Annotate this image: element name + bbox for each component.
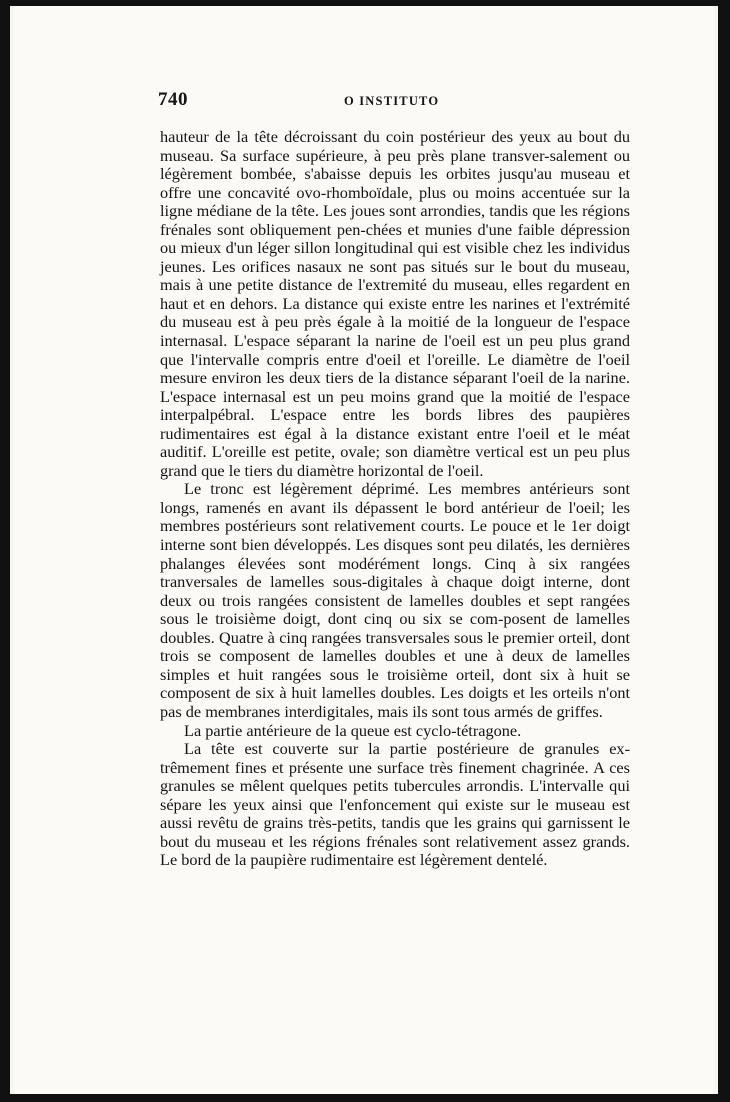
page-header [158, 89, 630, 113]
scan-border-left [0, 0, 10, 1102]
page-number: 740 [158, 89, 188, 110]
running-title: O INSTITUTO [344, 94, 440, 108]
paragraph-head-granules: La tête est couverte sur la partie postérieure de granules ex-trêmement fines et présente une surface très finement chagrinée. A ces granules se mêlent quelques petits tubercules arrondis. L'intervalle qui sépare les yeux ainsi que l'enfoncement qui existe sur le museau est aussi revêtu de grains très-petits, tandis que les grains qui garnissent le bout du museau et les régions frénales sont relativement assez grands. Le bord de la paupière rudimentaire est légèrement dentelé. [160, 739, 630, 870]
scan-border-top [0, 0, 730, 6]
paragraph-trunk-limbs: Le tronc est légèrement déprimé. Les membres antérieurs sont longs, ramenés en avant ils dépassent le bord antérieur de l'oeil; les membres postérieurs sont relativement courts. Le pouce et le 1er doigt interne sont bien développés. Les disques sont peu dilatés, les dernières phalanges élevées sont modérément longs. Cinq à six rangées tranversales de lamelles sous-digitales à chaque doigt interne, dont deux ou trois rangées consistent de lamelles doubles et sept rangées sous le troisième doigt, dont cinq ou six se com-posent de lamelles doubles. Quatre à cinq rangées transversales sous le premier orteil, dont trois se composent de lamelles doubles et une à deux de lamelles simples et huit rangées sous le troisième orteil, dont six à huit se composent de six à huit lamelles doubles. Les doigts et les orteils n'ont pas de membranes interdigitales, mais ils sont tous armés de griffes. [160, 479, 630, 721]
paragraph-tail: La partie antérieure de la queue est cyclo-tétragone. [184, 720, 522, 740]
scan-border-right [718, 0, 730, 1102]
paragraph-head-description: hauteur de la tête décroissant du coin postérieur des yeux au bout du museau. Sa surface supérieure, à peu près plane transver-salement ou légèrement bombée, s'abaisse depuis les orbites jusqu'au museau et offre une concavité ovo-rhomboïdale, plus ou moins accentuée sur la ligne médiane de la tête. Les joues sont arrondies, tandis que les régions frénales sont obliquement pen-chées et munies d'une faible dépression ou mieux d'un léger sillon longitudinal qui est visible chez les individus jeunes. Les orifices nasaux ne sont pas situés sur le bout du museau, mais à une petite distance de l'extremité du museau, elles regardent en haut et en dehors. La distance qui existe entre les narines et l'extrémité du museau est à peu près égale à la moitié de la longueur de l'espace internasal. L'espace séparant la narine de l'oeil est un peu plus grand que l'intervalle compris entre d'oeil et l'oreille. Le diamètre de l'oeil mesure environ les deux tiers de la distance séparant l'oeil de la narine. L'espace internasal est un peu moins grand que la moitié de l'espace interpalpébral. L'espace entre les bords libres des paupières rudimentaires est égal à la distance existant entre l'oeil et le méat auditif. L'oreille est petite, ovale; son diamètre vertical est un peu plus grand que le tiers du diamètre horizontal de l'oeil. [160, 127, 630, 480]
body-text [160, 128, 630, 870]
scan-border-bottom [0, 1094, 730, 1102]
